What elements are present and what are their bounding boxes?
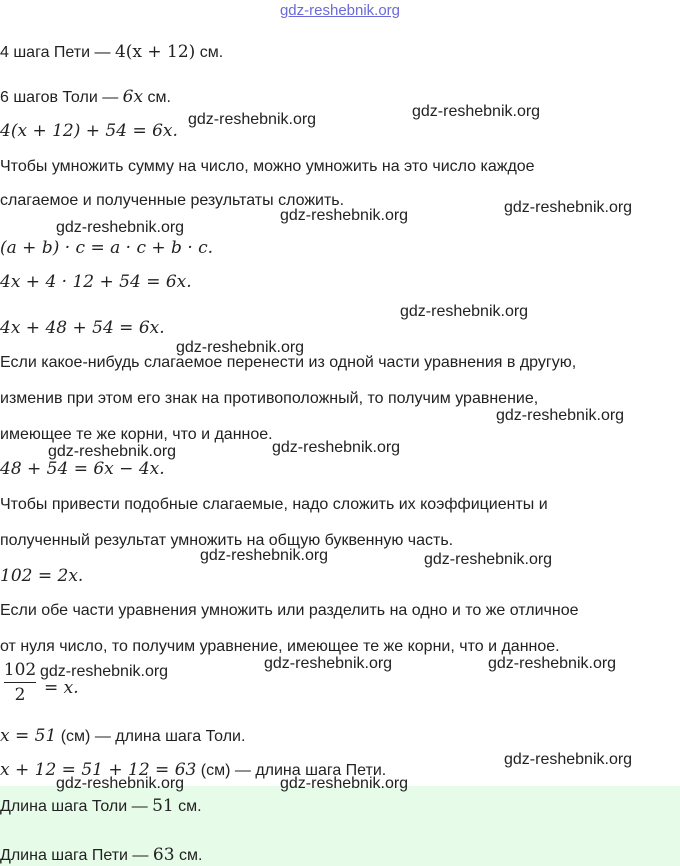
line-petya-steps <box>0 42 223 62</box>
watermark-text: gdz-reshebnik.org <box>400 303 529 320</box>
rule-text: Чтобы привести подобные слагаемые, надо сложить их коэффициенты и <box>0 496 548 513</box>
equation-5: 102 = 2x. <box>0 566 84 586</box>
watermark-text: gdz-reshebnik.org <box>424 551 553 568</box>
equation-4: 48 + 54 = 6x − 4x. <box>0 459 165 479</box>
watermark-text: gdz-reshebnik.org <box>200 547 329 564</box>
answer-text: Длина шага Пети — <box>0 847 153 864</box>
line-text: 6 шагов Толи — <box>0 89 123 106</box>
watermark-text: gdz-reshebnik.org <box>280 207 409 224</box>
watermark-text: gdz-reshebnik.org <box>188 111 317 128</box>
math-expr: x = 51 <box>0 726 57 746</box>
rule-text: Чтобы умножить сумму на число, можно умножить на это число каждое <box>0 158 535 175</box>
math-expr: 6x <box>122 87 144 107</box>
watermark-text: gdz-reshebnik.org <box>412 103 541 120</box>
fraction-numerator: 102 <box>3 660 37 680</box>
rule-text: имеющее те же корни, что и данное. <box>0 426 273 443</box>
math-expr: x + 12 = 51 + 12 = 63 <box>0 760 197 780</box>
answer-value: 51 <box>152 796 174 816</box>
fraction <box>2 660 38 705</box>
rule-text: от нуля число, то получим уравнение, имеющее те же корни, что и данное. <box>0 638 560 655</box>
line-text: (см) — длина шага Пети. <box>196 762 387 779</box>
answer-value: 63 <box>152 845 175 865</box>
line-tolya-length <box>0 726 245 746</box>
rule-text: изменив при этом его знак на противоположный, то получим уравнение, <box>0 390 539 407</box>
watermark-text: gdz-reshebnik.org <box>504 751 633 768</box>
rule-text: полученный результат умножить на общую буквенную часть. <box>0 532 454 549</box>
watermark-text: gdz-reshebnik.org <box>48 443 177 460</box>
rule-text: Если какое-нибудь слагаемое перенести из одной части уравнения в другую, <box>0 354 577 371</box>
equation-3: 4x + 48 + 54 = 6x. <box>0 318 165 338</box>
rule-text: Если обе части уравнения умножить или разделить на одно и то же отличное <box>0 602 579 619</box>
math-expr: 4(x + 12) <box>114 42 196 62</box>
watermark-text: gdz-reshebnik.org <box>488 655 617 672</box>
watermark-text: gdz-reshebnik.org <box>496 407 625 424</box>
watermark-text: gdz-reshebnik.org <box>264 655 393 672</box>
answer-text: Длина шага Толи — <box>0 798 153 815</box>
line-text: 4 шага Пети — <box>0 44 115 61</box>
watermark-text: gdz-reshebnik.org <box>272 439 401 456</box>
watermark-text: gdz-reshebnik.org <box>56 775 185 792</box>
answer-unit: см. <box>173 798 202 815</box>
fraction-equals: = x. <box>44 678 79 698</box>
fraction-bar <box>4 682 36 683</box>
watermark-text: gdz-reshebnik.org <box>40 663 169 680</box>
watermark-link[interactable]: gdz-reshebnik.org <box>279 2 401 19</box>
answer-unit: см. <box>174 847 203 864</box>
rule-text: слагаемое и полученные результаты сложить. <box>0 192 345 209</box>
unit: см. <box>143 89 171 106</box>
equation-1: 4(x + 12) + 54 = 6x. <box>0 121 178 141</box>
fraction-denominator: 2 <box>14 685 26 705</box>
watermark-text: gdz-reshebnik.org <box>504 199 633 216</box>
answer-petya <box>0 845 202 865</box>
unit: см. <box>195 44 224 61</box>
line-text: (см) — длина шага Толи. <box>56 728 246 745</box>
equation-2: 4x + 4 · 12 + 54 = 6x. <box>0 272 192 292</box>
line-tolya-steps <box>0 87 171 107</box>
watermark-text: gdz-reshebnik.org <box>280 775 409 792</box>
answer-tolya <box>0 796 202 816</box>
watermark-text: gdz-reshebnik.org <box>56 219 185 236</box>
equation-distributive: (a + b) · c = a · c + b · c. <box>0 238 214 258</box>
watermark-text: gdz-reshebnik.org <box>176 339 305 356</box>
